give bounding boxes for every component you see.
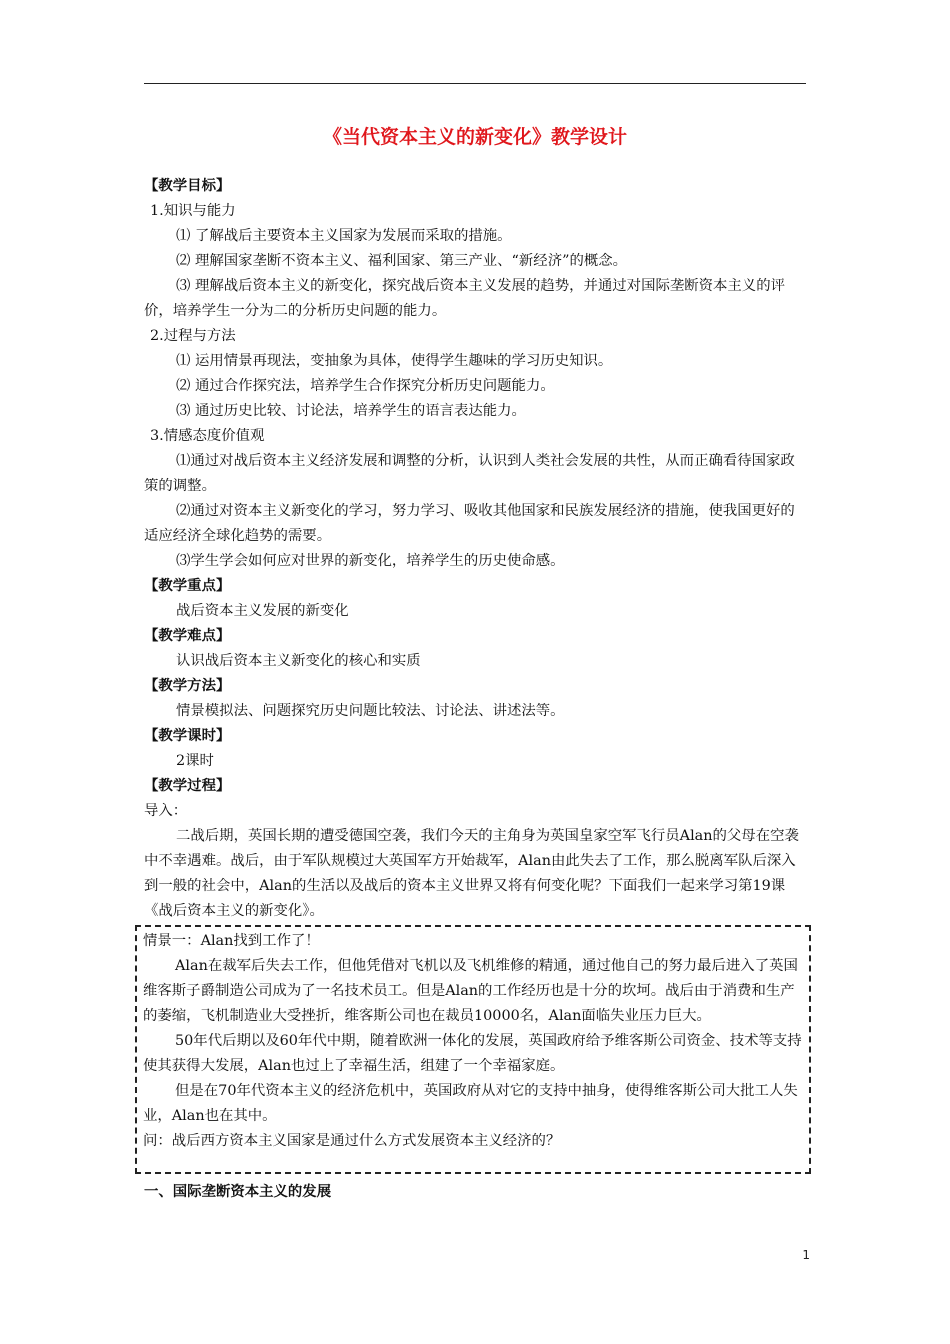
process-item: ⑶ 通过历史比较、讨论法，培养学生的语言表达能力。 xyxy=(176,403,526,419)
key-points-text: 战后资本主义发展的新变化 xyxy=(176,603,349,619)
page-number: 1 xyxy=(802,1248,810,1262)
objectives-heading: 【教学目标】 xyxy=(144,178,231,194)
hours-text: 2课时 xyxy=(176,753,214,769)
intro-label: 导入： xyxy=(144,803,188,819)
knowledge-label: 1.知识与能力 xyxy=(150,203,236,219)
methods-text: 情景模拟法、问题探究历史问题比较法、讨论法、讲述法等。 xyxy=(176,703,565,719)
scenario-paragraph: 但是在70年代资本主义的经济危机中，英国政府从对它的支持中抽身，使得维客斯公司大批工人失业，Alan也在其中。 xyxy=(143,1083,798,1124)
scenario-question: 问：战后西方资本主义国家是通过什么方式发展资本主义经济的？ xyxy=(143,1133,561,1149)
knowledge-item: ⑴ 了解战后主要资本主义国家为发展而采取的措施。 xyxy=(176,228,512,244)
methods-heading: 【教学方法】 xyxy=(144,678,231,694)
scenario-paragraph: Alan在裁军后失去工作，但他凭借对飞机以及飞机维修的精通，通过他自己的努力最后进入了英国维客斯子爵制造公司成为了一名技术员工。但是Alan的工作经历也是十分的坎坷。战后由于消费和生产的萎缩，飞机制造业大受挫折，维客斯公司也在裁员10000名，Alan面临失业压力巨大。 xyxy=(143,958,798,1024)
knowledge-item: ⑶ 理解战后资本主义的新变化，探究战后资本主义发展的趋势，并通过对国际垄断资本主义的评价，培养学生一分为二的分析历史问题的能力。 xyxy=(144,278,785,319)
process-label: 2.过程与方法 xyxy=(150,328,236,344)
emotion-item: ⑵通过对资本主义新变化的学习，努力学习、吸收其他国家和民族发展经济的措施，使我国更好的适应经济全球化趋势的需要。 xyxy=(144,503,795,544)
process-item: ⑵ 通过合作探究法，培养学生合作探究分析历史问题能力。 xyxy=(176,378,555,394)
difficulties-heading: 【教学难点】 xyxy=(144,628,231,644)
process-item: ⑴ 运用情景再现法，变抽象为具体，使得学生趣味的学习历史知识。 xyxy=(176,353,613,369)
hours-heading: 【教学课时】 xyxy=(144,728,231,744)
header-rule xyxy=(144,83,806,84)
scenario-title: 情景一：Alan找到工作了！ xyxy=(143,933,320,949)
emotion-item: ⑶学生学会如何应对世界的新变化，培养学生的历史使命感。 xyxy=(176,553,565,569)
scenario-paragraph: 50年代后期以及60年代中期，随着欧洲一体化的发展，英国政府给予维客斯公司资金、技术等支持使其获得大发展，Alan也过上了幸福生活，组建了一个幸福家庭。 xyxy=(143,1033,802,1074)
emotion-item: ⑴通过对战后资本主义经济发展和调整的分析，认识到人类社会发展的共性，从而正确看待国家政策的调整。 xyxy=(144,453,795,494)
section-one-heading: 一、国际垄断资本主义的发展 xyxy=(144,1184,332,1200)
scenario-box xyxy=(135,925,811,1174)
difficulties-text: 认识战后资本主义新变化的核心和实质 xyxy=(176,653,421,669)
emotion-label: 3.情感态度价值观 xyxy=(150,428,265,444)
document-title: 《当代资本主义的新变化》教学设计 xyxy=(322,126,627,148)
key-points-heading: 【教学重点】 xyxy=(144,578,231,594)
knowledge-item: ⑵ 理解国家垄断不资本主义、福利国家、第三产业、“新经济”的概念。 xyxy=(176,253,628,269)
intro-text: 二战后期，英国长期的遭受德国空袭，我们今天的主角身为英国皇家空军飞行员Alan的父母在空袭中不幸遇难。战后，由于军队规模过大英国军方开始裁军，Alan由此失去了工作，那么脱离军队后深入到一般的社会中，Alan的生活以及战后的资本主义世界又将有何变化呢？下面我们一起来学习第19课《战后资本主义的新变化》。 xyxy=(144,828,799,919)
document-body xyxy=(144,174,808,924)
procedure-heading: 【教学过程】 xyxy=(144,778,231,794)
